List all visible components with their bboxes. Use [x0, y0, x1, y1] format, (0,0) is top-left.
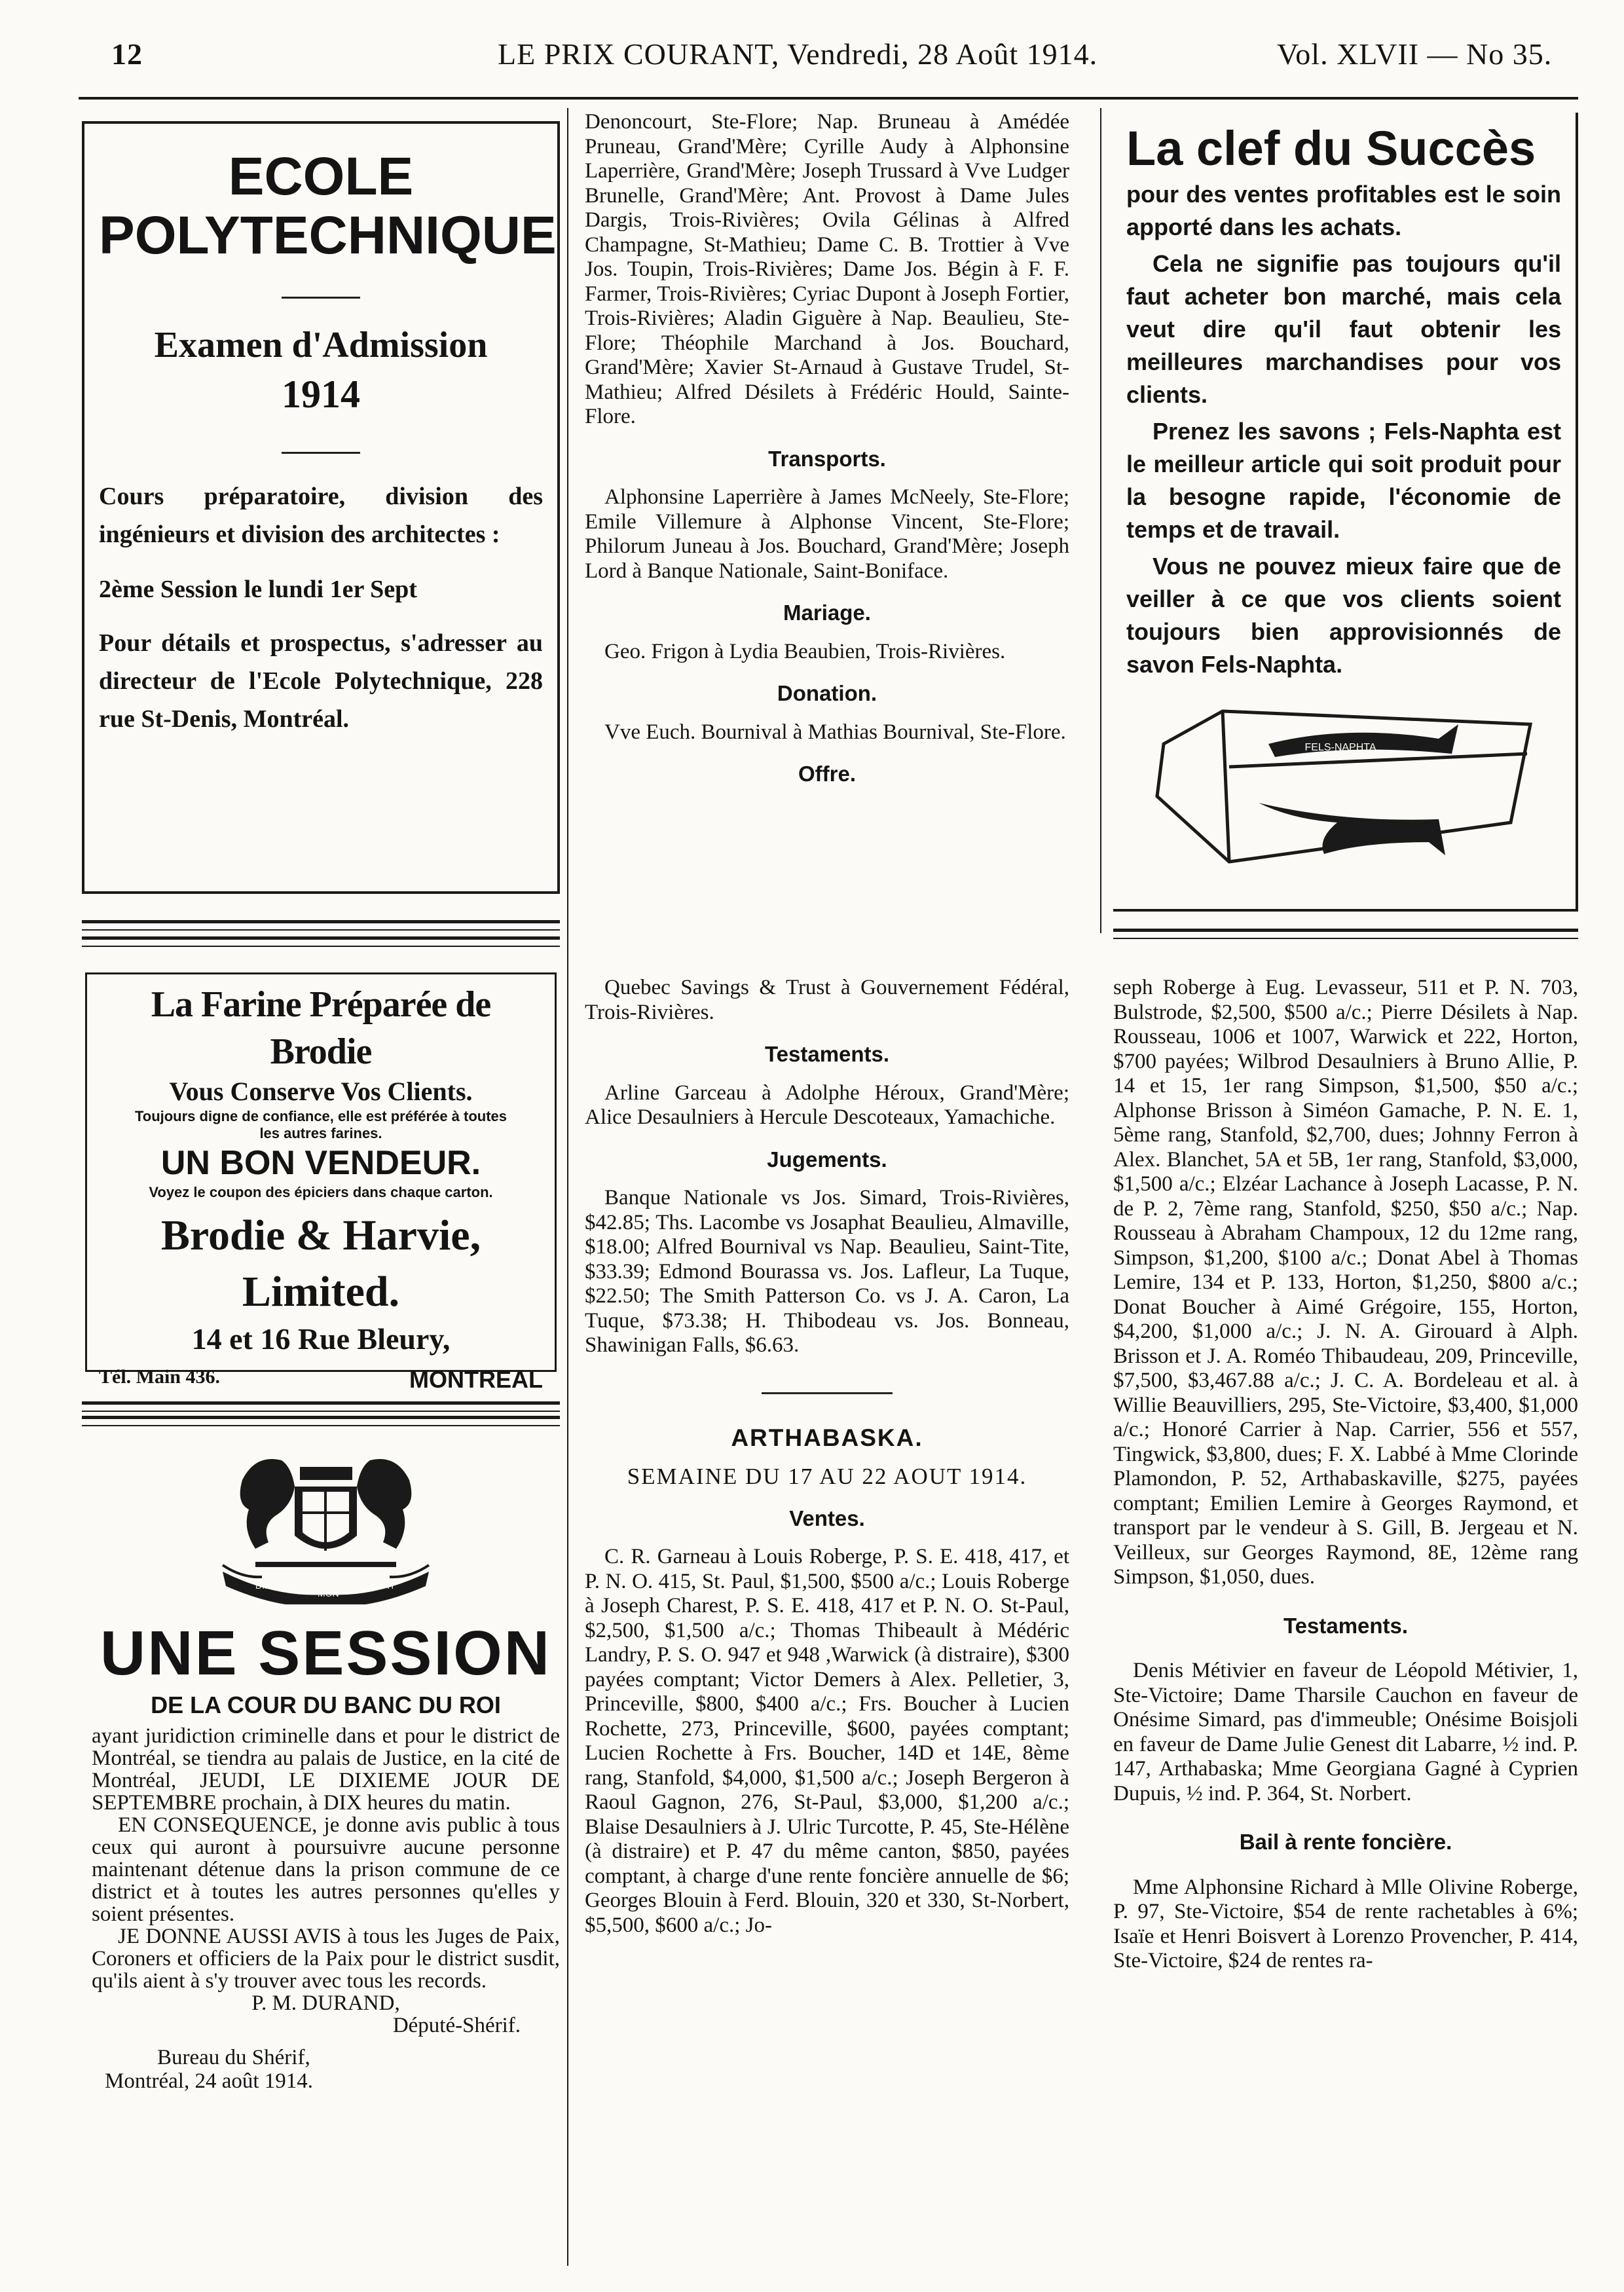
testaments-text: Denis Métivier en faveur de Léopold Métivier, 1, Ste-Victoire; Dame Tharsile Cauchon en faveur de Onésime Simard, pas d'immeuble; Onésime Boisjoli en faveur de Dame Julie Genest dit Labarre, ½ ind. P. 147, Arthabaska; Mme Georgiana Gagné à Cyprien Dupuis, ½ ind. P. 364, St. Norbert. [1113, 1659, 1578, 1805]
testaments-text: Arline Garceau à Adolphe Héroux, Grand'Mère; Alice Desaulniers à Hercule Descoteaux, Yamachiche. [585, 1081, 1069, 1129]
column-rule-right [1100, 108, 1101, 933]
felsnaphta-title: La clef du Succès [1126, 121, 1536, 176]
section-divider [762, 1392, 893, 1394]
brodie-confiance: Toujours digne de confiance, elle est préférée à toutes les autres farines. [134, 1108, 507, 1141]
ecole-body: Cours préparatoire, division des ingénieurs et division des architectes : [99, 483, 543, 548]
section-heading: Testaments. [764, 1042, 890, 1066]
session-bureau: Bureau du Shérif, [157, 2046, 310, 2069]
soap-label: FELS-NAPHTA [1304, 742, 1376, 753]
double-rule [82, 1416, 560, 1426]
brodie-vendeur: UN BON VENDEUR. [160, 1144, 481, 1182]
section-heading: Offre. [798, 762, 856, 786]
divider [282, 452, 360, 454]
page-number: 12 [111, 37, 143, 71]
felsnaphta-p3: Prenez les savons ; Fels-Naphta est le meilleur article qui soit produit pour la besogne rapide, l'économie de temps et de travail. [1126, 418, 1561, 543]
brodie-address: 14 et 16 Rue Bleury, [191, 1322, 451, 1356]
brodie-title: La Farine Préparée de Brodie [151, 984, 491, 1072]
region-heading: ARTHABASKA. [731, 1424, 923, 1451]
section-heading: Donation. [777, 681, 877, 705]
session-subtitle: DE LA COUR DU BANC DU ROI [151, 1691, 501, 1718]
ecole-exam: Examen d'Admission [154, 325, 488, 365]
transports-text: Alphonsine Laperrière à James McNeely, Ste-Flore; Emile Villemure à Alphonse Vincent, Ste-Flore; Philorum Juneau à Jos. Bouchard, Grand'Mère; Joseph Lord à Banque Nationale, Saint-Boniface. [585, 485, 1069, 583]
section-heading: Testaments. [1283, 1613, 1409, 1638]
brodie-footer [99, 1366, 543, 1394]
session-signer-title: Député-Shérif. [392, 2014, 521, 2037]
ecole-title-2: POLYTECHNIQUE [99, 206, 557, 265]
double-rule [82, 936, 560, 947]
session-place-date: Montréal, 24 août 1914. [105, 2069, 314, 2093]
section-heading: Jugements. [767, 1147, 887, 1172]
ventes-continued: seph Roberge à Eug. Levasseur, 511 et P. N. 703, Bulstrode, $2,500, $500 a/c.; Pierre Désilets à Nap. Rousseau, 1006 et 1007, Warwick et 222, Horton, $700 payées; Wilbrod Desaulniers à Bruno Allie, P. 14 et 15, 1er rang Simpson, $1,500, $50 a/c.; Alphonse Brisson à Siméon Gamache, P. N. E. 1, 5ème rang, Stanfold, $2,700, dues; Johnny Ferron à Alex. Blanchet, 5A et 5B, 1er rang, Stanfold, $3,000, $1,500 a/c.; Elzéar Lachance à Joseph Lacasse, P. N. de P. 2, 7ème rang, Stanfold, $250, $50 a/c.; Nap. Rousseau à Abraham Champoux, 12 du 12me rang, Simpson, $1,200, $100 a/c.; Donat Abel à Thomas Lemire, 134 et P. 133, Horton, $1,250, $800 a/c.; Donat Boucher à Aimé Grégoire, 155, Horton, $4,200, $1,000 a/c.; J. N. A. Girouard à Alph. Brisson et J. A. Roméo Thibaudeau, 209, Princeville, $7,500, $3,467.88 a/c.; J. C. A. Bordeleau et al. à Willie Beauvilliers, 295, Ste-Victoire, $3,400, $1,000 a/c.; Honoré Carrier à Nap. Carrier, 556 et 557, Tingwick, $3,800, dues; F. X. Labbé à Mme Clorinde Plamondon, P. 52, Arthabaskaville, $275, payées comptant; Emilien Lemire à Georges Raymond, et transport par le vendeur à S. Gill, B. Jergeau et N. Veilleux, sur Georges Raymond, 8E, 12ème rang Simpson, $1,050, dues. [1113, 976, 1578, 1589]
section-heading: Bail à rente foncière. [1239, 1830, 1452, 1854]
section-heading: Mariage. [783, 601, 871, 625]
column-2-top [585, 110, 1069, 786]
ad-brodie [85, 972, 557, 1393]
session-p1: ayant juridiction criminelle dans et pour le district de Montréal, se tiendra au palais de Justice, en la cité de Montréal, JEUDI, LE DIXIEME JOUR DE SEPTEMBRE prochain, à DIX heures du matin. [92, 1724, 560, 1815]
motto-left: DIEU ET [255, 1580, 292, 1591]
column-rule-left [567, 108, 568, 2266]
session-p2: EN CONSEQUENCE, je donne avis public à tous ceux qui auront à poursuivre aucune personne maintenant détenue dans la prison commune de ce district et à toutes les autres personnes qu'elles y soient présentes. [92, 1813, 560, 1926]
header-rule [79, 97, 1578, 100]
bail-text: Mme Alphonsine Richard à Mlle Olivine Roberge, P. 97, Ste-Victoire, $54 de rente rachetables à 6%; Isaïe et Henri Boisvert à Lorenzo Provencher, P. 414, Ste-Victoire, $24 de rentes ra- [1113, 1875, 1578, 1972]
volume-number: Vol. XLVII — No 35. [1277, 37, 1553, 71]
section-heading: Transports. [768, 446, 886, 471]
section-heading: Ventes. [789, 1506, 865, 1530]
double-rule [82, 920, 560, 931]
ad-ecole-polytechnique [82, 121, 560, 894]
ecole-details: Pour détails et prospectus, s'adresser au directeur de l'Ecole Polytechnique, 228 rue St-Denis, Montréal. [99, 629, 543, 733]
brodie-tagline: Vous Conserve Vos Clients. [169, 1077, 473, 1106]
offre-text: Quebec Savings & Trust à Gouvernement Fédéral, Trois-Rivières. [585, 976, 1069, 1024]
felsnaphta-p4: Vous ne pouvez mieux faire que de veiller à ce que vos clients soient toujours bien approvisionnés de savon Fels-Naphta. [1126, 553, 1561, 678]
brodie-coupon: Voyez le coupon des épiciers dans chaque carton. [149, 1184, 493, 1200]
felsnaphta-p2: Cela ne signifie pas toujours qu'il faut acheter bon marché, mais cela veut dire qu'il faut obtenir les meilleures marchandises pour vos clients. [1126, 250, 1561, 408]
ad-fels-naphta [1113, 113, 1578, 912]
brodie-phone: Tél. Main 436. [99, 1366, 220, 1388]
column-2-bottom [585, 976, 1069, 1938]
column-3-bottom [1113, 976, 1578, 1974]
ad-une-session [92, 1441, 560, 2266]
brodie-company: Brodie & Harvie, Limited. [160, 1211, 481, 1316]
week-heading: SEMAINE DU 17 AU 22 AOUT 1914. [627, 1464, 1027, 1489]
felsnaphta-p1: pour des ventes profitables est le soin apporté dans les achats. [1126, 181, 1561, 240]
ecole-title: ECOLE [228, 147, 414, 206]
brodie-city: MONTREAL [409, 1366, 543, 1393]
ventes-text: C. R. Garneau à Louis Roberge, P. S. E. 418, 417, et P. N. O. 415, St. Paul, $1,500, $500 a/c.; Louis Roberge à Joseph Charest, P. S. E. 418, 417 et P. N. O. St-Paul, $2,500, $1,500 a/c.; Thomas Thibeault à Médéric Landry, P. S. O. 947 et 948 ,Warwick (à distraire), $300 payées comptant; Victor Demers à Alex. Pelletier, 3, Princeville, $800, $400 a/c.; Frs. Boucher à Lucien Rochette, 273, Princeville, $600, payées comptant; Lucien Rochette à Frs. Boucher, 14D et 14E, 8ème rang, Stanfold, $4,000, $1,500 a/c.; Joseph Bergeron à Raoul Gagnon, 276, St-Paul, $3,000, $1,200 a/c.; Blaise Desaulniers à J. Ulric Turcotte, P. 45, Ste-Hélène (à distraire) et P. 47 du même canton, $850, payées comptant, à charge d'une rente foncière annuelle de $6; Georges Blouin à Ferd. Blouin, 320 et 330, St-Norbert, $5,500, $600 a/c.; Jo- [585, 1545, 1069, 1937]
donation-text: Vve Euch. Bournival à Mathias Bournival, Ste-Flore. [604, 720, 1066, 744]
soap-bar-icon [1144, 698, 1543, 875]
jugements-text: Banque Nationale vs Jos. Simard, Trois-Rivières, $42.85; Ths. Lacombe vs Josaphat Beaulieu, Almaville, $18.00; Alfred Bournival vs Nap. Beaulieu, Saint-Tite, $33.39; Edmond Bourassa vs. Jos. Lafleur, La Tuque, $22.50; The Smith Patterson Co. vs J. A. Caron, La Tuque, $73.38; H. Thibodeau vs. Jos. Bonneau, Shawinigan Falls, $6.63. [585, 1186, 1069, 1357]
motto-center: MON [318, 1588, 339, 1599]
double-rule [82, 1401, 560, 1412]
session-p3: JE DONNE AUSSI AVIS à tous les Juges de Paix, Coroners et officiers de la Paix pour le district susdit, qu'ils aient à s'y trouver avec tous les records. [92, 1925, 560, 1993]
double-rule [1113, 929, 1578, 939]
mariage-text: Geo. Frigon à Lydia Beaubien, Trois-Rivières. [604, 639, 1006, 663]
divider [282, 297, 360, 299]
ecole-session: 2ème Session le lundi 1er Sept [99, 576, 417, 603]
session-signer: P. M. DURAND, [251, 1991, 400, 2015]
masthead-title: LE PRIX COURANT, Vendredi, 28 Août 1914. [498, 37, 1098, 71]
royal-coat-of-arms-icon [92, 1441, 560, 1604]
transfer-list: Denoncourt, Ste-Flore; Nap. Bruneau à Amédée Pruneau, Grand'Mère; Cyrille Audy à Alphonsine Laperrière, Grand'Mère; Joseph Trussard à Vve Ludger Brunelle, Grand'Mère; Ant. Provost à Dame Jules Dargis, Trois-Rivières; Ovila Gélinas à Alfred Champagne, St-Mathieu; Dame C. B. Trottier à Vve Jos. Toupin, Trois-Rivières; Dame Jos. Bégin à F. F. Farmer, Trois-Rivières; Cyriac Dupont à Joseph Fortier, Trois-Rivières; Aladin Giguère à Nap. Beaulieu, Ste-Flore; Théophile Marchand à Jos. Bouchard, Grand'Mère; Xavier St-Arnaud à Gustave Trudel, St-Mathieu; Alfred Désilets à Frédéric Hould, Sainte-Flore. [585, 110, 1069, 428]
session-title: UNE SESSION [100, 1618, 552, 1688]
ecole-year: 1914 [282, 373, 360, 416]
motto-right: DROIT [367, 1580, 396, 1591]
